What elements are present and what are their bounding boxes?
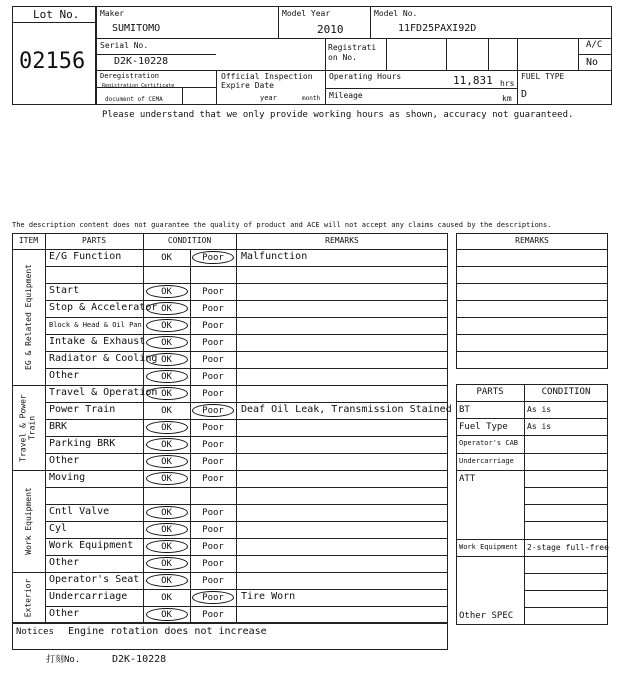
registration-label: Registrati on No. [328,43,377,62]
part-name: Start [49,285,80,296]
selected-condition-circle [146,370,188,383]
selected-condition-circle [146,387,188,400]
part-name: Other [49,608,80,619]
selected-condition-circle [146,455,188,468]
mileage-label: Mileage [329,91,363,100]
km-label: km [502,94,512,103]
cema-label: document of CEMA [105,96,163,103]
fuel-type-value: D [521,89,528,100]
right-part-name: ATT [459,473,476,484]
poor-option[interactable]: Poor [202,304,224,314]
selected-condition-circle [146,608,188,621]
right-part-name: Undercarriage [459,456,514,465]
poor-option[interactable]: Poor [202,355,224,365]
registration-certificate-label: Registration Certificate [102,83,175,89]
poor-option[interactable]: Poor [202,321,224,331]
part-name: Travel & Operation [49,387,158,398]
poor-option[interactable]: Poor [202,457,224,467]
poor-option[interactable]: Poor [202,253,224,263]
part-name: Block & Head & Oil Pan [49,321,142,329]
year-label: year [260,94,277,102]
selected-condition-circle [192,404,234,417]
poor-option[interactable]: Poor [202,542,224,552]
lot-number: 02156 [19,49,86,74]
part-name: Operator's Seat [49,574,140,585]
right-condition-value: 2-stage full-free [527,542,609,552]
part-name: Other [49,557,80,568]
right-part-name: Operator's CAB [459,439,519,448]
serial-label: Serial No. [100,41,149,50]
right-remarks-header: REMARKS [515,236,549,245]
selected-condition-circle [146,472,188,485]
part-name: Radiator & Cooling [49,353,158,364]
official-inspection-label: Official Inspection Expire Date [221,72,313,91]
part-name: Intake & Exhaust [49,336,146,347]
right-condition-value: As is [527,422,552,432]
poor-option[interactable]: Poor [202,406,224,416]
stamp-value: D2K-10228 [112,654,167,665]
right-part-name: Other SPEC [459,610,514,621]
part-name: Work Equipment [49,540,134,551]
model-year-label: Model Year [282,9,331,18]
right-part-name: Fuel Type [459,422,508,433]
model-year-value: 2010 [317,23,344,36]
ok-option[interactable]: OK [161,576,172,586]
ok-option[interactable]: OK [161,542,172,552]
part-name: BRK [49,421,68,432]
notices-value: Engine rotation does not increase [68,626,267,637]
item-header: ITEM [18,236,39,245]
part-name: Parking BRK [49,438,116,449]
operating-hours-label: Operating Hours [329,72,402,81]
group-label: Exterior [23,578,33,617]
ok-option[interactable]: OK [161,593,172,603]
notices-label: Notices [16,627,54,637]
right-part-name: BT [459,405,470,415]
poor-option[interactable]: Poor [202,287,224,297]
part-name: Moving [49,472,86,483]
selected-condition-circle [146,540,188,553]
deregistration-label: Deregistration [100,72,160,80]
selected-condition-circle [192,251,234,264]
ac-label: A/C [586,40,603,50]
model-no-label: Model No. [374,9,418,18]
operating-hours-value: 11,831 [453,74,493,87]
ok-option[interactable]: OK [161,338,172,348]
accuracy-notice: Please understand that we only provide working hours as shown, accuracy not guaranteed. [102,110,574,120]
stamp-label: 打刻No. [46,655,81,665]
part-name: Cntl Valve [49,506,110,517]
ok-option[interactable]: OK [161,321,172,331]
selected-condition-circle [146,506,188,519]
poor-option[interactable]: Poor [202,389,224,399]
ok-option[interactable]: OK [161,423,172,433]
part-name: Power Train [49,404,116,415]
parts-header: PARTS [81,236,107,245]
ok-option[interactable]: OK [161,440,172,450]
poor-option[interactable]: Poor [202,423,224,433]
remark-text: Tire Worn [241,591,296,602]
group-label: Work Equipment [23,487,33,555]
lot-label: Lot No. [33,8,80,21]
poor-option[interactable]: Poor [202,525,224,535]
poor-option[interactable]: Poor [202,593,224,603]
selected-condition-circle [146,574,188,587]
selected-condition-circle [192,591,234,604]
poor-option[interactable]: Poor [202,508,224,518]
part-name: Stop & Accelerator [49,302,158,313]
poor-option[interactable]: Poor [202,559,224,569]
ok-option[interactable]: OK [161,508,172,518]
selected-condition-circle [146,336,188,349]
selected-condition-circle [146,319,188,332]
ac-value: No [586,57,599,68]
selected-condition-circle [146,523,188,536]
ok-option[interactable]: OK [161,372,172,382]
month-label: month [302,95,321,102]
remark-text: Malfunction [241,251,308,262]
maker-value: SUMITOMO [112,23,161,34]
selected-condition-circle [146,421,188,434]
selected-condition-circle [146,302,188,315]
part-name: Undercarriage [49,591,128,602]
poor-option[interactable]: Poor [202,576,224,586]
selected-condition-circle [146,353,188,366]
ok-option[interactable]: OK [161,474,172,484]
selected-condition-circle [146,285,188,298]
right-condition-value: As is [527,405,552,414]
ok-option[interactable]: OK [161,406,172,416]
group-label: EG & Related Equipment [23,264,33,370]
poor-option[interactable]: Poor [202,440,224,450]
selected-condition-circle [146,438,188,451]
poor-option[interactable]: Poor [202,338,224,348]
ok-option[interactable]: OK [161,389,172,399]
ok-option[interactable]: OK [161,304,172,314]
condition-header: CONDITION [167,236,212,245]
poor-option[interactable]: Poor [202,372,224,382]
remark-text: Deaf Oil Leak, Transmission Stained [241,404,452,415]
part-name: Other [49,455,80,466]
poor-option[interactable]: Poor [202,610,224,620]
serial-value: D2K-10228 [114,56,169,67]
selected-condition-circle [146,557,188,570]
part-name: E/G Function [49,251,122,262]
poor-option[interactable]: Poor [202,474,224,484]
fuel-type-label: FUEL TYPE [521,72,565,81]
part-name: Other [49,370,80,381]
hrs-label: hrs [500,79,515,88]
part-name: Cyl [49,523,68,534]
ok-option[interactable]: OK [161,457,172,467]
model-no-value: 11FD25PAXI92D [398,23,477,34]
disclaimer: The description content does not guarantee the quality of product and ACE will not accept any claims caused by the descriptions. [12,221,552,229]
remarks-header: REMARKS [325,236,359,245]
ok-option[interactable]: OK [161,287,172,297]
ok-option[interactable]: OK [161,559,172,569]
right-condition-header: CONDITION [541,387,591,397]
right-part-name: Work Equipment [459,542,519,551]
right-parts-header: PARTS [476,387,504,397]
maker-label: Maker [100,9,125,18]
ok-option[interactable]: OK [161,253,172,263]
ok-option[interactable]: OK [161,355,172,365]
ok-option[interactable]: OK [161,525,172,535]
group-label: Travel & Power Train [18,393,37,462]
ok-option[interactable]: OK [161,610,172,620]
